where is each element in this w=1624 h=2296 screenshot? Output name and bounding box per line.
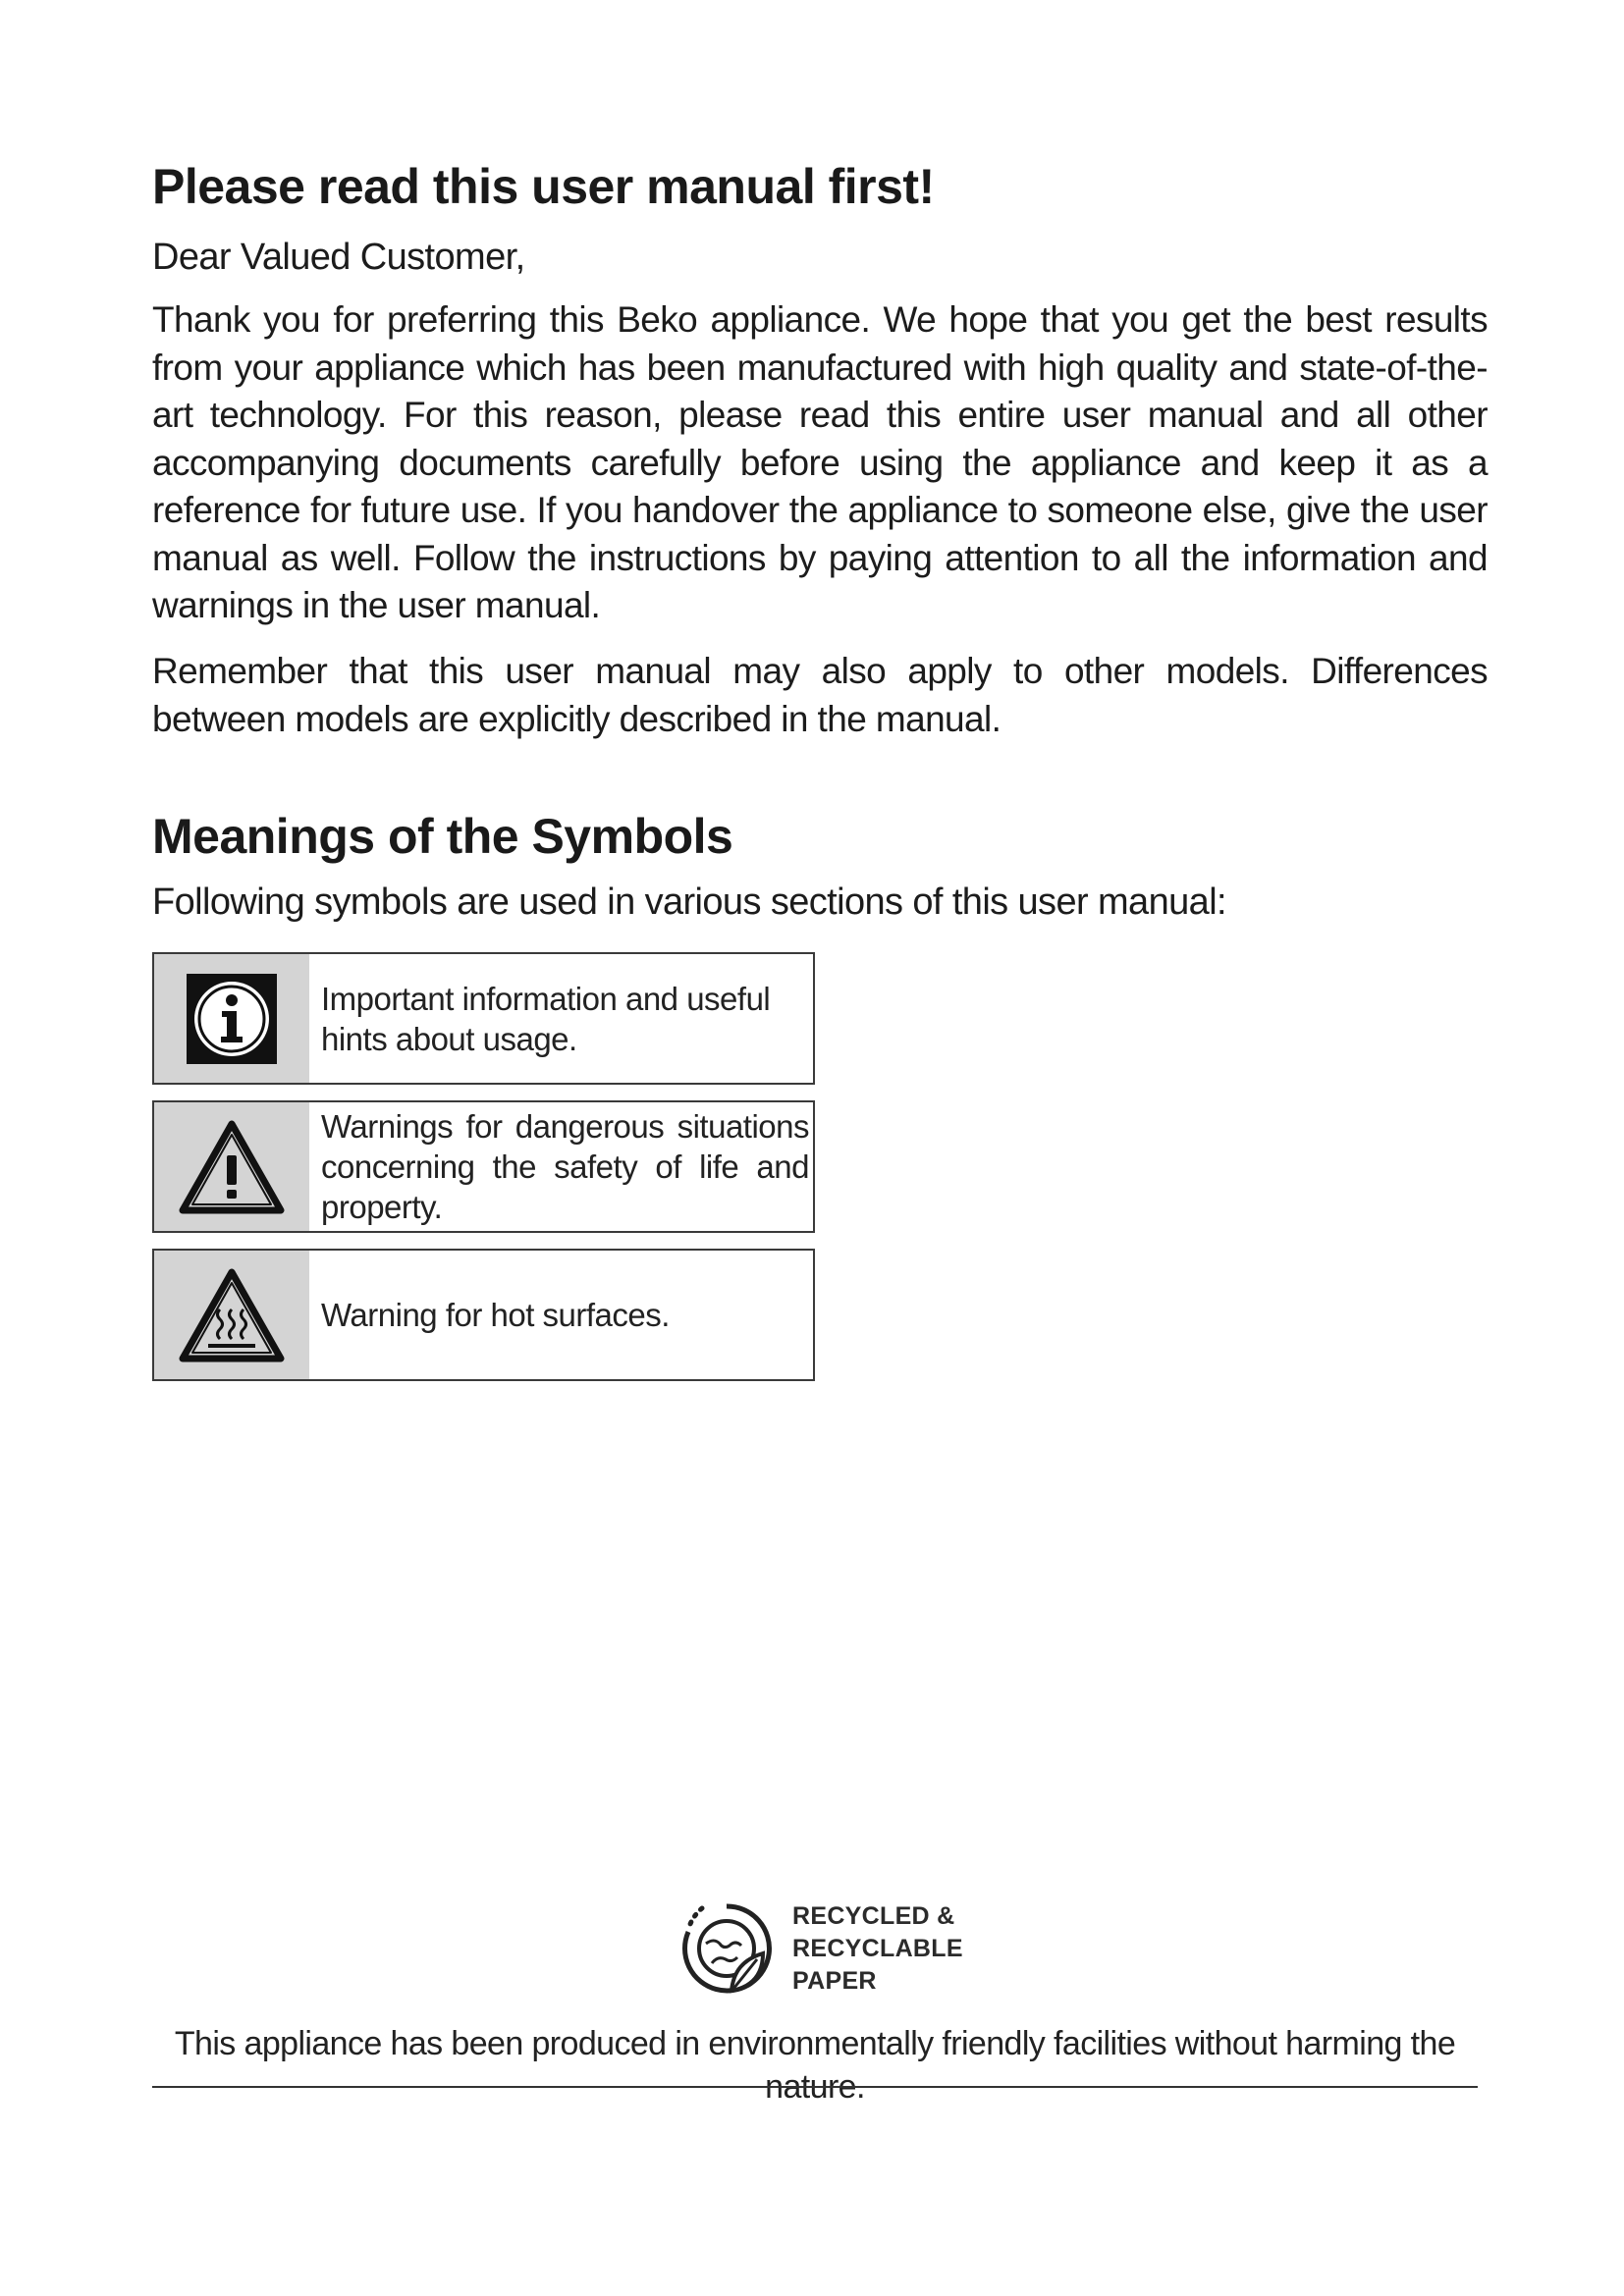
symbol-row-hot-surface [152,1249,815,1381]
symbols-table [152,952,815,1397]
footer-divider [152,2086,1478,2088]
eco-badge [673,1895,963,2002]
eco-line: RECYCLABLE [792,1934,963,1962]
symbols-intro: Following symbols are used in various sections of this user manual: [152,881,1226,923]
intro-paragraph: Thank you for preferring this Beko appliance. We hope that you get the best results from your appliance which has been manufactured with high quality and state-of-the-art technology. For this reason, please read this entire user manual and all other accompanying documents carefully before using the appliance and keep it as a reference for future use. If you handover the appliance to someone else, give the user manual as well. Follow the instructions by paying attention to all the information and warnings in the user manual. [152,299,1488,625]
page-title: Please read this user manual first! [152,159,935,214]
hot-surface-icon [177,1266,287,1364]
symbol-row-info [152,952,815,1085]
symbol-description: Important information and useful hints about usage. [321,980,771,1057]
symbol-row-warning [152,1100,815,1233]
environment-note: This appliance has been produced in environmentally friendly facilities without harming the nature. [174,2025,1456,2106]
symbols-section-title: Meanings of the Symbols [152,809,733,864]
info-icon [185,972,279,1066]
eco-line: PAPER [792,1966,877,1995]
symbol-description: Warnings for dangerous situations concerning the safety of life and property. [321,1108,809,1225]
eco-line: RECYCLED & [792,1901,955,1930]
models-note-paragraph: Remember that this user manual may also apply to other models. Differences between models are explicitly described in the manual. [152,651,1488,739]
greeting: Dear Valued Customer, [152,237,525,278]
symbol-description: Warning for hot surfaces. [321,1297,670,1333]
warning-icon [177,1118,287,1216]
recycled-paper-icon [673,1895,781,2002]
